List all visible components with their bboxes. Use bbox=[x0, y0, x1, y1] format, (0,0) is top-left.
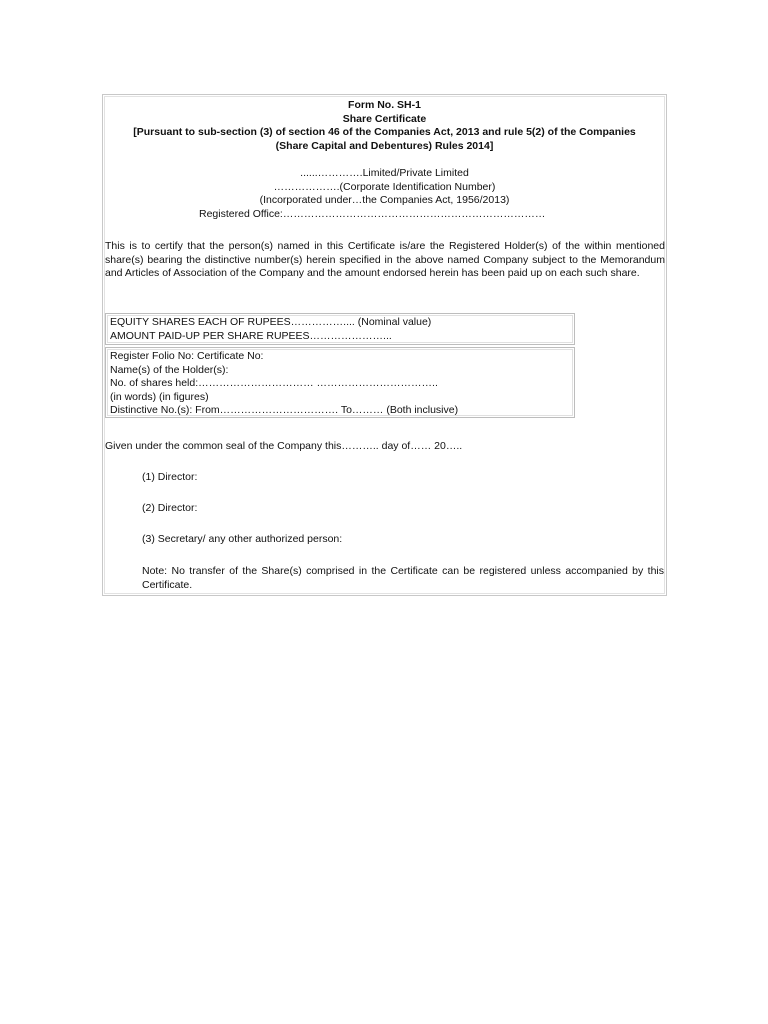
certify-paragraph: This is to certify that the person(s) named in this Certificate is/are the Registered Holder(s) of the within mentioned share(s) bearing the distinctive number(s) herein specified in the above named Company subject to the Memorandum and Articles of Association of the Company and the amount endorsed herein has been paid up on each such share. bbox=[105, 240, 665, 279]
holders-name-line: Name(s) of the Holder(s): bbox=[110, 363, 229, 376]
pursuant-line-2: (Share Capital and Debentures) Rules 2014] bbox=[275, 139, 494, 152]
company-details bbox=[105, 167, 664, 208]
registered-office-line: Registered Office:………………………………………………………………… bbox=[199, 207, 546, 220]
share-certificate-form bbox=[102, 94, 667, 596]
form-number: Form No. SH-1 bbox=[348, 99, 421, 111]
director-2-signatory: (2) Director: bbox=[142, 502, 198, 514]
pursuant-line-1: [Pursuant to sub-section (3) of section 46 of the Companies Act, 2013 and rule 5(2) of the Companies bbox=[133, 126, 636, 138]
distinctive-numbers-line: Distinctive No.(s): From……………………………. To……… (Both inclusive) bbox=[110, 404, 459, 416]
company-name-line: ......………….Limited/Private Limited bbox=[300, 167, 469, 179]
shares-value-box bbox=[105, 313, 575, 345]
director-1-signatory: (1) Director: bbox=[142, 471, 198, 483]
form-header bbox=[105, 99, 664, 153]
incorporated-line: (Incorporated under…the Companies Act, 1956/2013) bbox=[259, 194, 510, 206]
amount-paid-up-line: AMOUNT PAID-UP PER SHARE RUPEES…………………... bbox=[110, 329, 392, 342]
shares-held-line: No. of shares held:…………………………… …………………………….. bbox=[110, 377, 438, 389]
equity-shares-line: EQUITY SHARES EACH OF RUPEES…………….... (Nominal value) bbox=[110, 316, 432, 328]
form-header-section bbox=[105, 99, 664, 221]
secretary-signatory: (3) Secretary/ any other authorized person: bbox=[142, 533, 343, 545]
register-details-box bbox=[105, 347, 575, 418]
transfer-note: Note: No transfer of the Share(s) comprised in the Certificate can be registered unless accompanied by this Certificate. bbox=[142, 565, 664, 591]
cin-line: ……………….(Corporate Identification Number) bbox=[273, 180, 496, 193]
words-figures-line: (in words) (in figures) bbox=[110, 390, 209, 403]
register-folio-line: Register Folio No: Certificate No: bbox=[110, 350, 264, 362]
common-seal-line: Given under the common seal of the Company this……….. day of…… 20….. bbox=[105, 440, 463, 452]
form-title: Share Certificate bbox=[342, 112, 427, 125]
